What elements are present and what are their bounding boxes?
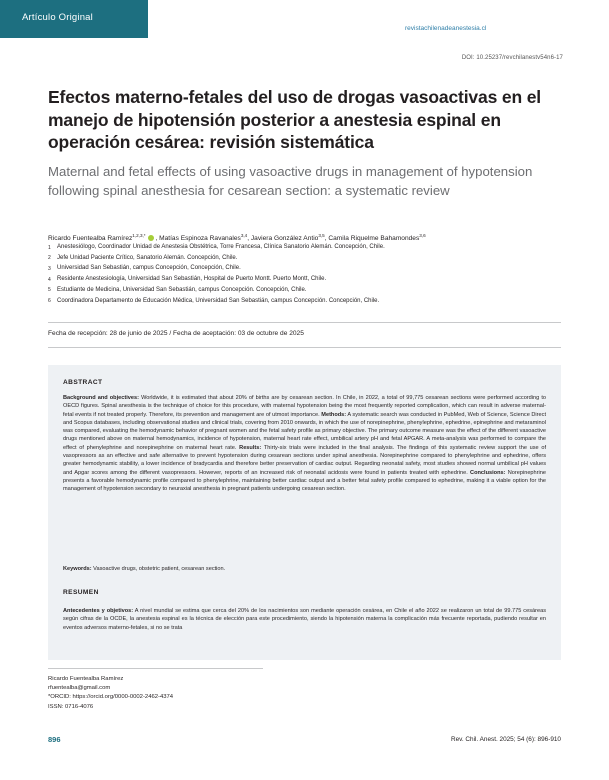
resumen-heading: RESUMEN (63, 589, 99, 596)
divider-bottom (48, 347, 561, 348)
section-tab (0, 0, 148, 38)
footnote-divider (48, 668, 263, 669)
affiliation-text: Estudiante de Medicina, Universidad San Sebastián, campus Concepción. Concepción, Chile. (57, 286, 307, 293)
abstract-heading: ABSTRACT (63, 379, 103, 386)
affiliations-list (48, 242, 568, 306)
affiliation-number: 2 (48, 255, 51, 262)
divider-top (48, 322, 561, 323)
affiliation-item (48, 242, 568, 253)
section-tab-label: Artículo Original (22, 12, 93, 23)
abstract-panel (48, 365, 561, 660)
doi-text: DOI: 10.25237/revchilanestv54n6-17 (461, 55, 563, 61)
journal-citation: Rev. Chil. Anest. 2025; 54 (6): 896-910 (450, 736, 561, 743)
affiliation-number: 4 (48, 276, 51, 283)
affiliation-text: Jefe Unidad Paciente Crítico, Sanatorio Alemán. Concepción, Chile. (57, 254, 238, 261)
received-accepted-dates: Fecha de recepción: 28 de junio de 2025 / Fecha de aceptación: 03 de octubre de 2025 (48, 330, 304, 337)
affiliation-item (48, 263, 568, 274)
correspondence-email[interactable]: rfuentealba@gmail.com (48, 685, 111, 692)
affiliation-number: 1 (48, 244, 51, 251)
page-title: Efectos materno-fetales del uso de drogas vasoactivas en el manejo de hipotensión posterior a anestesia espinal en operación cesárea: revisión sistemática (48, 87, 542, 152)
affiliation-item (48, 253, 568, 264)
abstract-keywords: Keywords: Vasoactive drugs, obstetric patient, cesarean section. (63, 566, 226, 572)
resumen-body: Antecedentes y objetivos: A nivel mundial se estima que cerca del 20% de los nacimientos son mediante operación cesárea, en Chile el año 2022 se realizaron un total de 99.775 cesáreas según cifras de la OCDE, la anestesia espinal es la técnica de elección para este procedimiento, siendo la hipotensión materna la complicación más frecuente reportada, pudiendo resultar en eventos adversos materno-fetales, si no se trata (63, 608, 546, 631)
affiliation-number: 6 (48, 298, 51, 305)
issn-text: ISSN: 0716-4076 (48, 703, 94, 710)
affiliation-item (48, 296, 568, 307)
abstract-body: Background and objectives: Worldwide, it is estimated that about 20% of births are by cesarean section. In Chile, in 2022, a total of 99,775 cesarean sections were performed according to OECD figures. Spinal anesthesia is the technique of choice for this procedure, with maternal hypotension being the most frequently reported complication, which can result in adverse maternal-fetal events if not treated properly. Therefore, its prevention and management are of utmost importance. Methods: A systematic search was conducted in PubMed, Web of Science, Science Direct and Scopus databases, including observational studies and clinical trials, covering from 2010 onwards, in which the use of norepinephrine, phenylephrine, ephedrine, epinephrine and metaraminol was compared, evaluating the hemodynamic behavior of pregnant women and the fetal safety profile as primary objective. The primary outcome measure was the effect of the different vasoactive drugs mentioned above on maternal hemodynamics, incidence of hypotension, maternal heart rate effect, umbilical artery pH and fetal APGAR. A meta-analysis was performed to compare the effect of phenylephrine and norepinephrine on maternal heart rate. Results: Thirty-six trials were included in the final analysis. The findings of this systematic review support the use of vasopressors as an effective and safe alternative to prevent hypotension during cesarean sections under spinal anesthesia. Norepinephrine compared to phenylephrine and ephedrine, offers greater hemodynamic stability, a lower incidence of bradycardia and therefore better preservation of cardiac output. Regarding neonatal safety, most studies showed normal umbilical pH values and Apgar scores among the different vasopressors. However, reports of an increased risk of neonatal acidosis were found in patients treated with ephedrine. Conclusions: Norepinephrine presents a favorable hemodynamic profile compared to phenylephrine, maintaining better cardiac output and a better fetal safety profile compared to ephedrine, making it a viable option for the management of hypotension secondary to neuraxial anesthesia in pregnant patients undergoing cesarean section. (63, 395, 546, 493)
affiliation-text: Residente Anestesiología, Universidad San Sebastián, Hospital de Puerto Montt. Puerto Montt, Chile. (57, 276, 327, 283)
correspondence-orcid[interactable]: *ORCID: https://orcid.org/0000-0002-2462-4374 (48, 694, 174, 701)
correspondence-name: Ricardo Fuentealba Ramírez (48, 676, 124, 682)
affiliation-item (48, 274, 568, 285)
page-header (0, 0, 609, 38)
affiliation-text: Anestesiólogo, Coordinador Unidad de Anestesia Obstétrica, Torre Francesa, Clínica Sanatorio Alemán. Concepción, Chile. (57, 244, 385, 250)
authors-list: Ricardo Fuentealba Ramírez$^{1,2,3,*}$ , Matías Espinoza Ravanales$^{3,4}$, Javiera González Antio$^{3,5}$, Camila Riquelme Bahamondes$^{3,6}$ (48, 233, 426, 243)
affiliation-number: 3 (48, 265, 51, 272)
page-title-english: Maternal and fetal effects of using vasoactive drugs in management of hypotension following spinal anesthesia for cesarean section: a systematic review (48, 164, 533, 198)
journal-website-link[interactable]: revistachilenadeanestesia.cl (405, 25, 487, 32)
affiliation-text: Coordinadora Departamento de Educación Médica, Universidad San Sebastián, campus Concepción. Concepción, Chile. (57, 297, 380, 304)
page-number: 896 (48, 735, 61, 744)
affiliation-number: 5 (48, 287, 51, 294)
affiliation-text: Universidad San Sebastián, campus Concepción, Concepción, Chile. (57, 265, 241, 272)
correspondence-block (48, 675, 348, 712)
affiliation-item (48, 285, 568, 296)
